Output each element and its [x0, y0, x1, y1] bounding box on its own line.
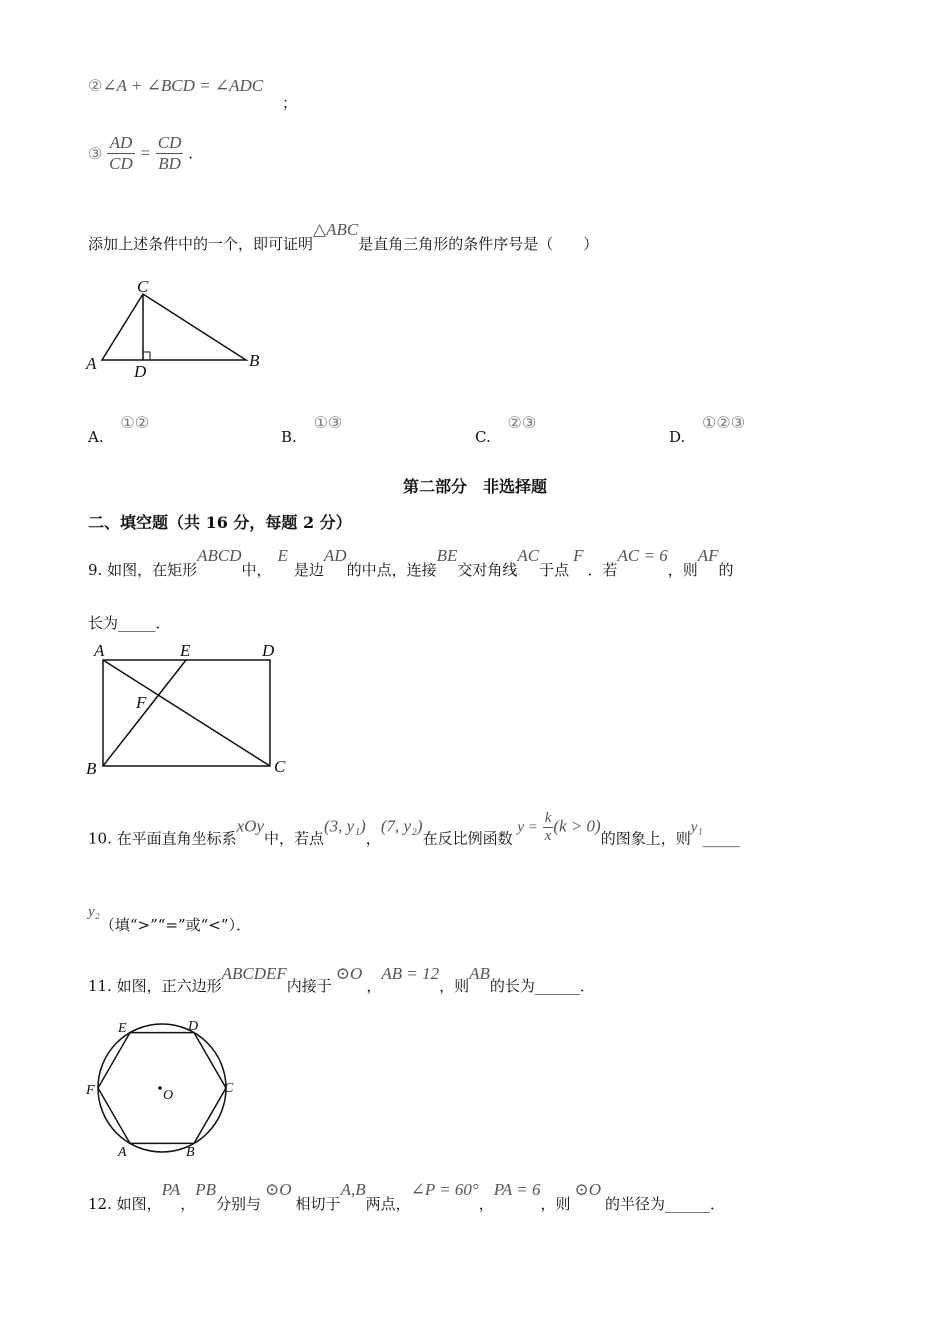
q10-text: 的图象上，则: [600, 829, 691, 848]
q9-text: 的: [718, 561, 734, 579]
q10-text: 中，若点: [264, 829, 325, 848]
diagonal-ac: [103, 660, 270, 766]
q12-text: ，: [180, 1195, 196, 1213]
option-value: ①③: [313, 413, 343, 432]
label-c: C: [137, 277, 149, 296]
q11-math: ABCDEF: [221, 964, 287, 983]
q11-math: ⊙O: [335, 964, 363, 983]
right-angle-mark: [143, 352, 150, 360]
q12-math: ∠P = 60°: [410, 1180, 479, 1199]
q9-math: ABCD: [197, 546, 242, 565]
q11-hexagon-figure: [80, 1014, 250, 1162]
q11-text: ，: [366, 977, 382, 995]
condition-2-end: ；: [282, 94, 298, 112]
q8-option-b[interactable]: [281, 413, 342, 446]
q12-text: 两点，: [365, 1195, 411, 1213]
condition-2-expression: ∠A + ∠BCD = ∠ADC: [102, 76, 264, 95]
q10-text: ，: [365, 829, 381, 848]
q10-stem: [88, 810, 740, 849]
condition-3-end: .: [188, 144, 193, 163]
label-d: D: [188, 1019, 199, 1034]
q9-text: 9. 如图，在矩形: [88, 561, 198, 579]
q11-stem: [88, 964, 595, 996]
q11-text: 11. 如图，正六边形: [88, 977, 222, 995]
q10-function-fraction: [543, 810, 554, 845]
label-f: F: [86, 1083, 95, 1098]
q9-math: AD: [323, 546, 347, 565]
label-d: D: [134, 362, 147, 381]
q8-stem-text-b: 是直角三角形的条件序号是（ ）: [358, 235, 599, 253]
q9-text: ，则: [667, 561, 698, 579]
q9-text: ．若: [587, 561, 618, 579]
option-value: ①②③: [702, 413, 746, 432]
q10-math: xOy: [236, 816, 264, 836]
q9-math: AF: [697, 546, 719, 565]
q9-text: 交对角线: [457, 561, 518, 579]
hexagon-abcdef: [98, 1033, 226, 1144]
triangle-abc: [102, 294, 246, 360]
q8-option-c[interactable]: [475, 413, 536, 446]
q12-math: PB: [195, 1180, 216, 1199]
q10-math: y₂: [88, 904, 100, 920]
fraction-numerator: k: [544, 810, 552, 826]
q12-text: 分别与: [216, 1195, 262, 1213]
q9-math: AC = 6: [617, 546, 668, 565]
label-d: D: [262, 641, 275, 660]
q12-text: ，: [478, 1195, 494, 1213]
q9-math: BE: [436, 546, 458, 565]
q8-triangle-figure: [80, 272, 280, 382]
option-letter: D.: [669, 428, 686, 446]
label-a: A: [86, 354, 97, 373]
q9-stem: [88, 546, 734, 580]
fraction-denominator: CD: [109, 154, 133, 173]
q11-text: 内接于: [286, 977, 332, 995]
q12-math: ⊙O: [574, 1180, 602, 1199]
label-a: A: [118, 1145, 127, 1160]
fraction-denominator: BD: [158, 154, 181, 173]
q8-triangle: △ABC: [313, 220, 359, 239]
option-value: ②③: [507, 413, 537, 432]
label-e: E: [180, 641, 191, 660]
label-f: F: [136, 693, 147, 712]
label-b: B: [249, 351, 260, 370]
q10-text: 10. 在平面直角坐标系: [88, 829, 237, 848]
q11-arc-ab: AB: [469, 964, 490, 983]
fraction-numerator: CD: [157, 133, 182, 152]
q12-math: A,B: [340, 1180, 366, 1199]
q9-math: E: [277, 546, 288, 565]
label-c: C: [274, 757, 286, 776]
q9-text: 于点: [539, 561, 570, 579]
fraction-numerator: AD: [107, 133, 135, 154]
q12-math: ⊙O: [265, 1180, 292, 1199]
q11-math: AB = 12: [381, 964, 440, 983]
q12-text: 12. 如图，: [88, 1195, 162, 1213]
option-letter: C.: [475, 428, 491, 446]
condition-2-number: ②: [88, 76, 103, 95]
q8-option-d[interactable]: [669, 413, 745, 446]
condition-3-right-fraction: [156, 133, 184, 174]
part2-title: 第二部分 非选择题: [402, 477, 547, 496]
condition-3-left-fraction: [107, 133, 135, 174]
q12-math: PA: [161, 1180, 181, 1199]
condition-2: [88, 76, 263, 96]
q10-math: (3, y₁): [324, 816, 366, 836]
label-o: O: [163, 1088, 174, 1103]
condition-3: [88, 133, 193, 174]
q9-text: 是边: [293, 561, 324, 579]
q10-blank: _____: [702, 829, 741, 848]
q11-text: 的长为______．: [489, 977, 595, 995]
center-point: [158, 1086, 162, 1090]
label-b: B: [86, 759, 97, 778]
q12-text: ，则: [540, 1195, 571, 1213]
q10-math: y₁: [690, 819, 703, 836]
fraction-denominator: x: [544, 828, 552, 844]
q10-stem-line2: [88, 902, 251, 935]
q8-stem: [88, 220, 598, 254]
q10-function-condition: (k > 0): [553, 816, 601, 836]
q11-text: ，则: [439, 977, 470, 995]
option-value: ①②: [120, 413, 150, 432]
equals-sign: =: [139, 143, 152, 163]
option-letter: A.: [88, 428, 104, 446]
q9-answer-line: 长为_____．: [88, 614, 171, 632]
q9-text: 中，: [241, 561, 272, 579]
label-b: B: [186, 1145, 195, 1160]
q9-math: F: [573, 546, 584, 565]
label-a: A: [94, 641, 105, 660]
circle-o: [98, 1024, 226, 1152]
q12-text: 相切于: [295, 1195, 341, 1213]
q9-rectangle-figure: [80, 638, 300, 780]
q10-text: （填“>”“=”或“<”）．: [99, 916, 252, 934]
label-e: E: [118, 1021, 127, 1036]
condition-3-number: ③: [88, 144, 103, 163]
q9-text: 的中点，连接: [346, 561, 437, 579]
segment-be: [103, 660, 186, 766]
q9-math: AC: [517, 546, 540, 565]
q10-text: 在反比例函数: [422, 829, 513, 848]
q8-stem-text-a: 添加上述条件中的一个，即可证明: [88, 235, 314, 253]
q12-stem: [88, 1180, 725, 1214]
q12-math: PA = 6: [493, 1180, 541, 1199]
q12-text: 的半径为______．: [605, 1195, 726, 1213]
q10-function-lhs: y =: [517, 819, 538, 836]
q8-option-a[interactable]: [88, 413, 149, 446]
section-title: 二、填空题（共 16 分，每题 2 分）: [88, 513, 352, 532]
option-letter: B.: [281, 428, 297, 446]
q10-math: (7, y₂): [380, 816, 423, 836]
label-c: C: [224, 1081, 234, 1096]
